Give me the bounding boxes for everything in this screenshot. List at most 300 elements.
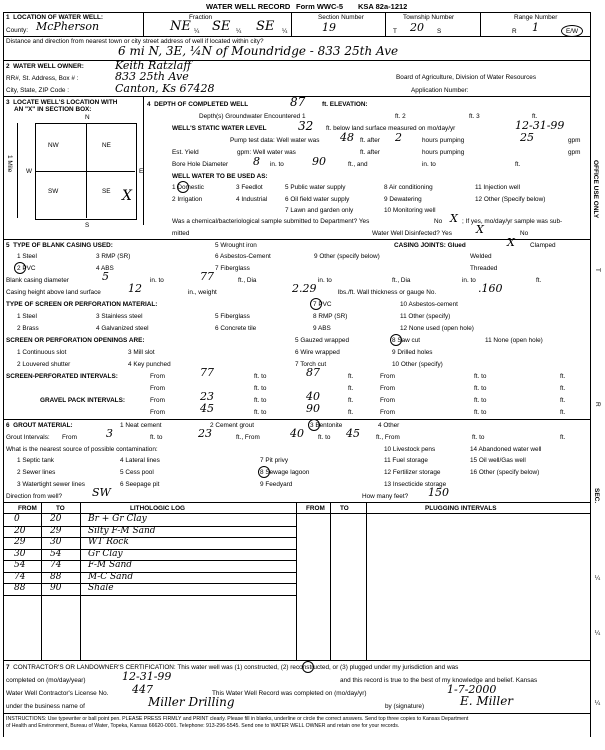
row-rule <box>3 537 296 538</box>
city-value: Canton, Ks 67428 <box>115 82 215 95</box>
county-value: McPherson <box>36 20 100 33</box>
static-level-value: 32 <box>298 119 314 133</box>
casing-steel[interactable]: 1 Steel <box>17 253 37 260</box>
contam-livestock[interactable]: 10 Livestock pens <box>384 446 436 453</box>
nw-label: NW <box>48 142 59 149</box>
openings-label: SCREEN OR PERFORATION OPENINGS ARE: <box>6 337 145 344</box>
log-header-from-2: FROM <box>306 505 325 512</box>
casing-diameter-ft: 77 <box>200 270 214 283</box>
log-cell-to: 20 <box>50 514 62 524</box>
range-prefix: R <box>512 28 517 35</box>
use-irrigation[interactable]: 2 Irrigation <box>172 196 203 203</box>
sidebar-r: R <box>594 402 601 407</box>
pump-test-label: Pump test data: Well water was <box>230 137 320 144</box>
s2-heading: 2 WATER WELL OWNER: <box>6 63 84 70</box>
use-other[interactable]: 12 Other (Specify below) <box>475 196 546 203</box>
bore-ft-2: ft. <box>515 161 521 168</box>
casing-asbestos[interactable]: 6 Asbestos-Cement <box>215 253 271 260</box>
log-cell-desc: Br + Gr Clay <box>88 514 147 524</box>
log-header-from: FROM <box>18 505 37 512</box>
distance-label: Distance and direction from nearest town or city street address of well if located within city? <box>6 38 264 45</box>
gp-ft-4: ft. <box>560 409 566 416</box>
opening-saw-cut[interactable]: 8 Saw cut <box>392 337 421 344</box>
joints-mark: X <box>507 236 515 249</box>
sp-to-value: 87 <box>306 366 320 379</box>
township-label: Township Number <box>403 14 455 21</box>
township-suffix: S <box>437 28 442 35</box>
gi-ft: ft. <box>560 434 566 441</box>
static-level-rest: ft. below land surface measured on mo/day/yr <box>326 125 456 132</box>
rule <box>3 660 590 661</box>
grout-cement[interactable]: 2 Cement grout <box>210 422 255 429</box>
gp-to-value-2: 90 <box>306 402 320 415</box>
bore-in-to: in. to <box>270 161 284 168</box>
screen-fiberglass[interactable]: 5 Fiberglass <box>215 313 250 320</box>
log-cell-to: 74 <box>50 560 62 570</box>
casing-other[interactable]: 9 Other (specify below) <box>314 253 380 260</box>
screen-material-label: TYPE OF SCREEN OR PERFORATION MATERIAL: <box>6 301 158 308</box>
row-rule <box>3 583 296 584</box>
gi-from-label: From <box>62 434 77 441</box>
distance-value: 6 mi N, 3E, ¼N of Moundridge - 833 25th Ave <box>118 44 399 58</box>
contam-septic[interactable]: 1 Septic tank <box>17 457 54 464</box>
form-title: WATER WELL RECORD <box>206 2 291 11</box>
log-cell-to: 90 <box>50 583 62 593</box>
screen-steel[interactable]: 1 Steel <box>17 313 37 320</box>
log-header-plugging: PLUGGING INTERVALS <box>425 505 497 512</box>
casing-diameter-ft3: ft. <box>536 277 542 284</box>
log-cell-from: 20 <box>14 525 26 536</box>
gi-from-value-2: 40 <box>290 427 304 440</box>
casing-diameter-in2: in. to <box>318 277 332 284</box>
sp-from-label-2: From <box>380 373 395 380</box>
sidebar-quarter-2: ¼ <box>594 630 601 637</box>
chem-mark: X <box>450 212 458 225</box>
gp-to-label-2: ft. to <box>474 397 487 404</box>
chem-label: Was a chemical/bacteriological sample submitted to Department? Yes <box>172 218 370 225</box>
gi-from-label-2: ft., From <box>236 434 260 441</box>
opening-wire[interactable]: 6 Wire wrapped <box>295 349 340 356</box>
city-label: City, State, ZIP Code : <box>6 87 69 94</box>
use-feedlot[interactable]: 3 Feedlot <box>236 184 263 191</box>
county-label: County: <box>6 27 29 34</box>
sp-ft: ft. <box>348 373 354 380</box>
ne-label: NE <box>102 142 111 149</box>
fraction-1: NE <box>170 19 191 34</box>
divider <box>143 96 144 225</box>
col-line <box>366 502 367 660</box>
sp-ft-4: ft. <box>560 385 566 392</box>
disinfected-mark: X <box>476 223 484 236</box>
casing-diameter-value: 5 <box>102 270 109 283</box>
sp-from-label-3: From <box>150 385 165 392</box>
gp-ft: ft. <box>348 397 354 404</box>
sp-to-label-3: ft. to <box>254 385 267 392</box>
sidebar-sec: SEC. <box>593 488 600 504</box>
contam-lagoon-circle <box>258 466 270 478</box>
gp-from-label-2: From <box>380 397 395 404</box>
gi-from-value: 3 <box>106 427 113 440</box>
chem-no: No <box>434 218 443 225</box>
use-domestic[interactable]: 1 Domestic <box>172 184 204 191</box>
s3-heading-2: AN "X" IN SECTION BOX: <box>14 106 92 113</box>
bore-depth: 90 <box>312 155 326 168</box>
use-public[interactable]: 5 Public water supply <box>285 184 346 191</box>
sidebar-quarter-3: ¼ <box>594 700 601 707</box>
s4-heading: 4 DEPTH OF COMPLETED WELL <box>147 101 249 108</box>
mile-label: 1 Mile <box>6 155 13 173</box>
log-cell-desc: F-M Sand <box>88 560 133 570</box>
log-cell-desc: Silty F-M Sand <box>88 525 156 536</box>
ksa-number: KSA 82a-1212 <box>358 2 408 11</box>
casing-weight-value: 2.29 <box>292 282 317 295</box>
completed-value: 12-31-99 <box>122 670 172 683</box>
log-header-to: TO <box>56 505 65 512</box>
divider <box>143 12 144 36</box>
log-cell-to: 88 <box>50 571 62 582</box>
left-border <box>3 12 4 737</box>
contam-lateral[interactable]: 4 Lateral lines <box>120 457 160 464</box>
contam-watertight[interactable]: 3 Watertight sewer lines <box>17 481 85 488</box>
grout-neat[interactable]: 1 Neat cement <box>120 422 162 429</box>
static-level-date: 12-31-99 <box>515 119 565 132</box>
section-label: Section Number <box>318 14 364 21</box>
use-oil-field[interactable]: 6 Oil field water supply <box>285 196 350 203</box>
disinfected-label: Water Well Disinfected? Yes <box>372 230 452 237</box>
opening-torch[interactable]: 7 Torch cut <box>295 361 327 368</box>
s3-heading: 3 LOCATE WELL'S LOCATION WITH <box>6 99 118 106</box>
business-value: Miller Drilling <box>148 695 235 709</box>
log-cell-desc: M-C Sand <box>88 571 134 582</box>
disinfected-no: No <box>520 230 529 237</box>
pump-gpm-value: 25 <box>520 131 534 144</box>
screen-brass[interactable]: 2 Brass <box>17 325 39 332</box>
depth-value: 87 <box>290 95 306 109</box>
log-cell-to: 54 <box>50 548 62 559</box>
range-value: 1 <box>532 21 539 34</box>
casing-height-value: 12 <box>128 282 142 295</box>
quarter-2: ¼ <box>236 28 242 35</box>
south-label: S <box>85 222 90 229</box>
gi-to-label-3: ft. to <box>472 434 485 441</box>
gp-from-label: From <box>150 397 165 404</box>
contam-feedyard[interactable]: 9 Feedyard <box>260 481 293 488</box>
casing-diameter-in: in. to <box>150 277 164 284</box>
gp-ft-3: ft. <box>348 409 354 416</box>
direction-value: SW <box>92 486 111 499</box>
gp-to-label: ft. to <box>254 397 267 404</box>
log-cell-to: 29 <box>50 525 62 536</box>
joints-welded[interactable]: Welded <box>470 253 492 260</box>
right-border <box>590 12 591 737</box>
groundwater-ft: ft. <box>532 113 538 120</box>
log-header-to-2: TO <box>340 505 349 512</box>
groundwater-ft3: ft. 3 <box>469 113 480 120</box>
log-cell-from: 74 <box>14 571 26 582</box>
casing-diameter-in3: in. to <box>462 277 476 284</box>
sp-ft-2: ft. <box>560 373 566 380</box>
gp-from-label-3: From <box>150 409 165 416</box>
chem-rest: ; If yes, mo/day/yr sample was sub- <box>462 218 563 225</box>
signature: E. Miller <box>460 694 514 708</box>
log-cell-from: 54 <box>14 560 26 570</box>
gp-to-label-4: ft. to <box>474 409 487 416</box>
mitted-label: mitted <box>172 230 190 237</box>
casing-diameter-dia2: ft., Dia <box>392 277 411 284</box>
s1-heading: 1 LOCATION OF WATER WELL: <box>6 14 104 21</box>
gp-from-value: 23 <box>200 390 214 403</box>
divider <box>291 12 292 36</box>
est-yield-hours: hours pumping <box>422 149 465 156</box>
quarter-3: ¼ <box>282 28 288 35</box>
grout-bentonite-circle <box>308 419 320 431</box>
rule <box>3 36 590 37</box>
use-lawn[interactable]: 7 Lawn and garden only <box>285 207 354 214</box>
rule <box>3 60 590 61</box>
screen-pvc-circle <box>310 298 322 310</box>
top-border <box>3 12 590 13</box>
gi-ft-from: ft., From <box>376 434 400 441</box>
screen-concrete[interactable]: 6 Concrete tile <box>215 325 257 332</box>
address-label: RR#, St. Address, Box # : <box>6 75 79 82</box>
use-industrial[interactable]: 4 Industrial <box>236 196 268 203</box>
signature-label: by (signature) <box>385 703 425 710</box>
gp-from-label-4: From <box>380 409 395 416</box>
screen-asbestos[interactable]: 10 Asbestos-cement <box>400 301 458 308</box>
location-mark: X <box>122 188 132 204</box>
rule <box>3 239 590 240</box>
opening-none[interactable]: 11 None (open hole) <box>485 337 543 344</box>
township-prefix: T <box>393 28 397 35</box>
casing-diameter-dia: ft., Dia <box>238 277 257 284</box>
gp-to-value: 40 <box>306 390 320 403</box>
constructed-circle <box>302 661 314 673</box>
col-line <box>330 502 331 660</box>
gi-to-label-2: ft. to <box>318 434 331 441</box>
opening-key[interactable]: 4 Key punched <box>128 361 171 368</box>
gp-ft-2: ft. <box>560 397 566 404</box>
screen-pvc[interactable]: 7 PVC <box>313 301 332 308</box>
township-value: 20 <box>410 21 424 34</box>
opening-mill[interactable]: 3 Mill slot <box>128 349 155 356</box>
casing-fiberglass[interactable]: 7 Fiberglass <box>215 265 250 272</box>
est-yield-after: ft. after <box>360 149 380 156</box>
joints-label: CASING JOINTS: Glued <box>394 242 466 249</box>
box-horizontal <box>35 171 135 172</box>
bore-in-to-2: in. to <box>422 161 436 168</box>
board-label: Board of Agriculture, Division of Water Resources <box>396 74 537 81</box>
joints-clamped[interactable]: Clamped <box>530 242 556 249</box>
log-cell-from: 30 <box>14 548 26 559</box>
gi-to-label: ft. to <box>150 434 163 441</box>
feet-label: How many feet? <box>362 493 409 500</box>
sp-to-label-2: ft. to <box>474 373 487 380</box>
use-label: WELL WATER TO BE USED AS: <box>172 173 268 180</box>
gravel-pack-label: GRAVEL PACK INTERVALS: <box>40 397 125 404</box>
fraction-2: SE <box>212 19 231 34</box>
log-cell-desc: WT Rock <box>88 537 129 547</box>
casing-abs[interactable]: 4 ABS <box>96 265 114 272</box>
contam-cess[interactable]: 5 Cess pool <box>120 469 154 476</box>
fraction-label: Fraction <box>189 14 213 21</box>
divider <box>385 12 386 36</box>
address-value: 833 25th Ave <box>115 70 189 83</box>
form-number: Form WWC-5 <box>296 2 344 11</box>
pump-hours: 2 <box>395 131 402 144</box>
s7-line-1: 7 CONTRACTOR'S OR LANDOWNER'S CERTIFICATION: This water well was (1) constructed, (2) reconstructed, or (3) plugged under my jurisdiction and was <box>6 664 459 671</box>
pump-gpm-unit: gpm <box>568 137 581 144</box>
casing-wrought[interactable]: 5 Wrought iron <box>215 242 257 249</box>
gi-to-value: 23 <box>198 427 212 440</box>
use-monitoring[interactable]: 10 Monitoring well <box>384 207 436 214</box>
sp-to-label-4: ft. to <box>474 385 487 392</box>
rule <box>3 419 590 420</box>
use-dewatering[interactable]: 9 Dewatering <box>384 196 422 203</box>
pump-hours-label: hours pumping <box>422 137 465 144</box>
row-rule <box>3 595 296 596</box>
license-value: 447 <box>132 683 153 696</box>
completed-rest: and this record is true to the best of my knowledge and belief. Kansas <box>340 677 538 684</box>
quarter-1: ¼ <box>194 28 200 35</box>
est-yield-gpm: gpm: Well water was <box>237 149 296 156</box>
contam-fuel[interactable]: 11 Fuel storage <box>384 457 428 464</box>
grout-bentonite[interactable]: 3 Bentonite <box>310 422 343 429</box>
gi-to-value-2: 45 <box>346 427 360 440</box>
contam-seepage[interactable]: 6 Seepage pit <box>120 481 160 488</box>
bore-ft-and: ft., and <box>348 161 368 168</box>
grout-intervals-label: Grout Intervals: <box>6 434 50 441</box>
opening-louvered[interactable]: 2 Louvered shutter <box>17 361 71 368</box>
use-domestic-circle <box>177 181 189 193</box>
gp-to-label-3: ft. to <box>254 409 267 416</box>
log-cell-desc: Gr Clay <box>88 548 123 559</box>
mile-bar <box>17 123 18 218</box>
bore-diameter: 8 <box>253 155 260 168</box>
opening-continuous[interactable]: 1 Continuous slot <box>17 349 67 356</box>
wall-thickness-value: .160 <box>478 282 503 295</box>
log-cell-to: 30 <box>50 537 62 547</box>
section-value: 19 <box>322 21 336 34</box>
feet-value: 150 <box>428 486 449 499</box>
elevation-label: ft. ELEVATION: <box>322 101 368 108</box>
screen-stainless[interactable]: 3 Stainless steel <box>96 313 143 320</box>
divider <box>480 12 481 36</box>
pump-test-value: 48 <box>340 131 354 144</box>
log-cell-from: 88 <box>14 583 26 593</box>
casing-pvc[interactable]: 2 PVC <box>17 265 36 272</box>
contam-other[interactable]: 16 Other (specify below) <box>470 469 540 476</box>
casing-weight-label: in., weight <box>188 289 217 296</box>
range-ew: E/W <box>566 28 579 35</box>
contam-lagoon[interactable]: 8 Sewage lagoon <box>260 469 310 476</box>
wall-thickness-label: lbs./ft. Wall thickness or gauge No. <box>338 289 437 296</box>
groundwater-label: Depth(s) Groundwater Encountered 1 <box>199 113 306 120</box>
opening-saw-cut-circle <box>390 334 402 346</box>
est-yield-label: Est. Yield <box>172 149 199 156</box>
use-air[interactable]: 8 Air conditioning <box>384 184 433 191</box>
log-header-litho: LITHOLOGIC LOG <box>130 505 186 512</box>
screen-other[interactable]: 11 Other (specify) <box>400 313 451 320</box>
sp-to-label: ft. to <box>254 373 267 380</box>
col-line <box>296 502 297 660</box>
static-level-label: WELL'S STATIC WATER LEVEL <box>172 125 267 132</box>
fraction-3: SE <box>256 19 275 34</box>
screen-intervals-label: SCREEN-PERFORATED INTERVALS: <box>6 373 118 380</box>
sidebar-quarter-1: ¼ <box>594 575 601 582</box>
sp-from-label-4: From <box>380 385 395 392</box>
north-label: N <box>85 114 90 121</box>
sidebar-t: T <box>594 268 601 272</box>
se-label: SE <box>102 188 111 195</box>
use-injection[interactable]: 11 Injection well <box>475 184 520 191</box>
contam-fertilizer[interactable]: 12 Fertilizer storage <box>384 469 441 476</box>
pump-after: ft. after <box>360 137 380 144</box>
screen-rmp[interactable]: 8 RMP (SR) <box>313 313 348 320</box>
completed-label: completed on (mo/day/year) <box>6 677 86 684</box>
sp-from-value: 77 <box>200 366 214 379</box>
contam-oil[interactable]: 15 Oil well/Gas well <box>470 457 526 464</box>
log-cell-desc: Shale <box>88 583 114 593</box>
direction-label: Direction from well? <box>6 493 63 500</box>
contam-sewer[interactable]: 2 Sewer lines <box>17 469 56 476</box>
casing-height-label: Casing height above land surface <box>6 289 101 296</box>
opening-gauzed[interactable]: 5 Gauzed wrapped <box>295 337 350 344</box>
record-date: 1-7-2000 <box>447 683 497 696</box>
license-label: Water Well Contractor's License No. <box>6 690 109 697</box>
bore-label: Bore Hole Diameter <box>172 161 229 168</box>
owner-value: Keith Ratzlaff <box>115 59 192 72</box>
row-rule <box>3 572 296 573</box>
license-rest: This Water Well Record was completed on (mo/day/yr) <box>212 690 367 697</box>
groundwater-ft2: ft. 2 <box>395 113 406 120</box>
opening-drilled[interactable]: 9 Drilled holes <box>392 349 433 356</box>
office-use-label: OFFICE USE ONLY <box>592 160 599 219</box>
contamination-label: What is the nearest source of possible contamination: <box>6 446 158 453</box>
s6-heading: 6 GROUT MATERIAL: <box>6 422 73 429</box>
rule <box>3 713 590 714</box>
sw-label: SW <box>48 188 59 195</box>
opening-other[interactable]: 10 Other (specify) <box>392 361 443 368</box>
joints-threaded[interactable]: Threaded <box>470 265 498 272</box>
s5-heading: 5 TYPE OF BLANK CASING USED: <box>6 242 113 249</box>
instructions-2: of Health and Environment, Bureau of Water, Topeka, Kansas 66620-0001. Telephone: 913-296-5545. Send one to WATER WELL OWNER and retain one for your records. <box>6 723 400 729</box>
est-yield-gpm-unit: gpm <box>568 149 581 156</box>
log-cell-from: 0 <box>14 514 20 524</box>
sp-ft-3: ft. <box>348 385 354 392</box>
casing-pvc-circle <box>14 262 26 274</box>
east-label: E <box>139 168 144 175</box>
application-label: Application Number: <box>411 87 469 94</box>
west-label: W <box>26 168 33 175</box>
row-rule <box>3 549 296 550</box>
gp-from-value-2: 45 <box>200 402 214 415</box>
contam-abandoned[interactable]: 14 Abandoned water well <box>470 446 542 453</box>
log-cell-from: 29 <box>14 537 26 547</box>
screen-galvanized[interactable]: 4 Galvanized steel <box>96 325 149 332</box>
screen-none[interactable]: 12 None used (open hole) <box>400 325 474 332</box>
sp-from-label: From <box>150 373 165 380</box>
contam-insecticide[interactable]: 13 Insecticide storage <box>384 481 447 488</box>
casing-diameter-label: Blank casing diameter <box>6 277 69 284</box>
contam-pit[interactable]: 7 Pit privy <box>260 457 289 464</box>
range-label: Range Number <box>514 14 558 21</box>
business-label: under the business name of <box>6 703 85 710</box>
row-rule <box>3 560 296 561</box>
grout-other[interactable]: 4 Other <box>378 422 400 429</box>
casing-rmp[interactable]: 3 RMP (SR) <box>96 253 131 260</box>
screen-abs[interactable]: 9 ABS <box>313 325 331 332</box>
instructions-1: INSTRUCTIONS: Use typewriter or ball point pen. PLEASE PRESS FIRMLY and PRINT clearly. Please fill in blanks, underline or circle the correct answers. Send top three copies to Kansas Department <box>6 716 469 722</box>
